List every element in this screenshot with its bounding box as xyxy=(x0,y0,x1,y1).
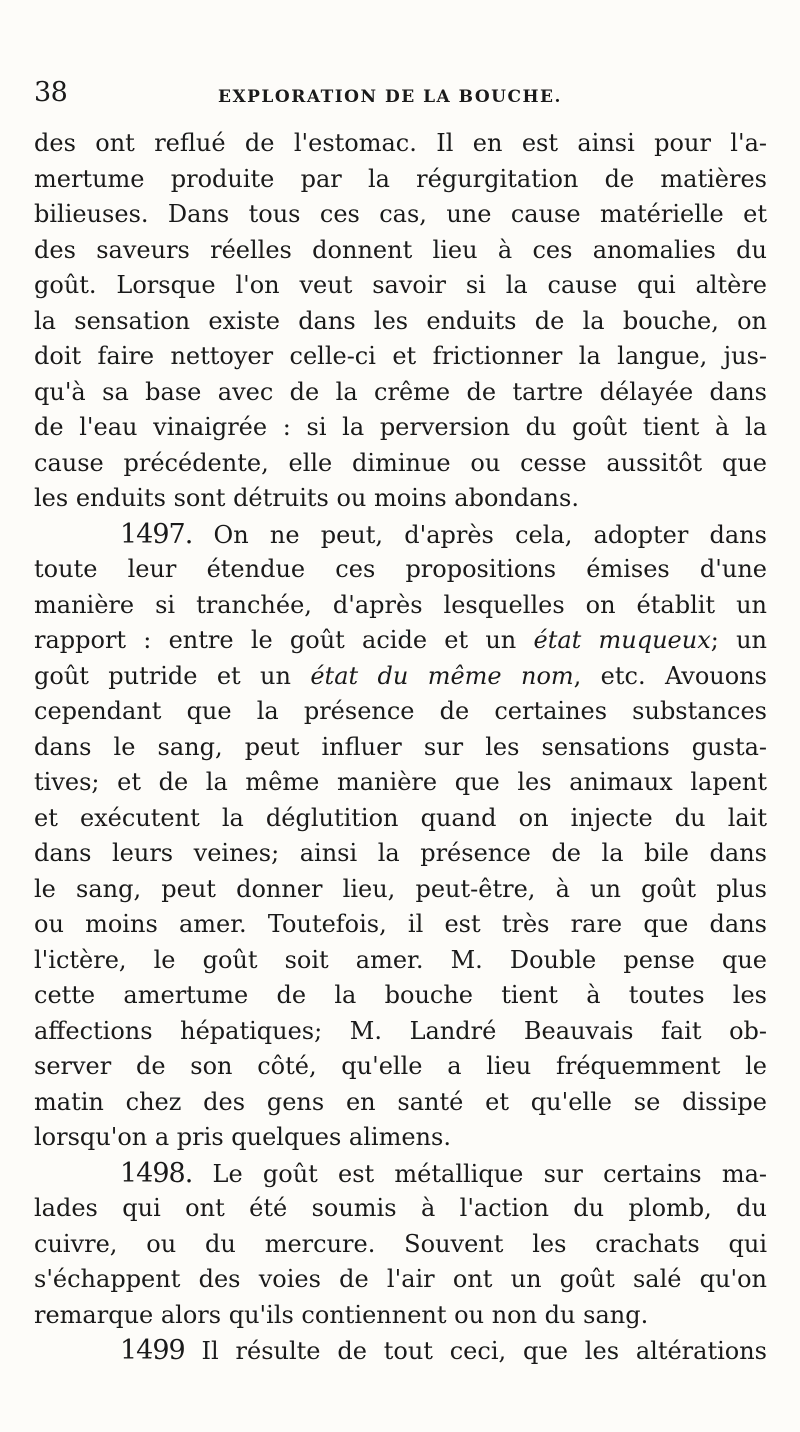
text-line: matin chez des gens en santé et qu'elle se dissipe xyxy=(34,1087,767,1116)
text-line: s'échappent des voies de l'air ont un goût salé qu'on xyxy=(34,1265,767,1293)
paragraph-number: 1497. xyxy=(120,518,193,550)
text-line: cette amertume de la bouche tient à toutes les xyxy=(34,981,767,1009)
text-line: la sensation existe dans les enduits de la bouche, on xyxy=(34,306,767,335)
text-line: et exécutent la déglutition quand on injecte du lait xyxy=(34,803,767,832)
text-line: remarque alors qu'ils contiennent ou non du sang. xyxy=(34,1300,649,1329)
text-line: cause précédente, elle diminue ou cesse aussitôt que xyxy=(34,448,767,477)
text-line: manière si tranchée, d'après lesquelles on établit un xyxy=(34,590,767,619)
text-line: des ont reflué de l'estomac. Il en est ainsi pour l'a- xyxy=(34,129,767,157)
running-head: EXPLORATION DE LA BOUCHE. xyxy=(218,87,562,107)
italic-term: état muqueux xyxy=(533,626,711,654)
text-line: ou moins amer. Toutefois, il est très rare que dans xyxy=(34,910,767,938)
text-line: qu'à sa base avec de la crême de tartre délayée dans xyxy=(34,377,767,406)
text-line: des saveurs réelles donnent lieu à ces anomalies du xyxy=(34,235,767,264)
text-line: tives; et de la même manière que les animaux lapent xyxy=(34,768,767,796)
paragraph-1499-start xyxy=(34,1333,767,1369)
text-line xyxy=(34,623,767,659)
text-line: dans le sang, peut influer sur les sensations gusta- xyxy=(34,732,767,761)
text-line: cuivre, ou du mercure. Souvent les crachats qui xyxy=(34,1229,767,1258)
body-text xyxy=(34,126,767,1369)
text-run: , etc. Avouons xyxy=(573,661,767,690)
text-line: lorsqu'on a pris quelques alimens. xyxy=(34,1123,451,1151)
text-line: l'ictère, le goût soit amer. M. Double pense que xyxy=(34,945,767,974)
text-line: mertume produite par la régurgitation de matières xyxy=(34,164,767,193)
text-line: affections hépatiques; M. Landré Beauvais fait ob- xyxy=(34,1016,767,1045)
paragraph-1498-start xyxy=(34,1156,767,1192)
text-line: doit faire nettoyer celle-ci et frictionner la langue, jus- xyxy=(34,342,767,370)
text-line: lades qui ont été soumis à l'action du plomb, du xyxy=(34,1194,767,1222)
text-line: les enduits sont détruits ou moins abondans. xyxy=(34,484,579,512)
text-line: bilieuses. Dans tous ces cas, une cause matérielle et xyxy=(34,200,767,228)
text-line xyxy=(34,659,767,695)
page-number: 38 xyxy=(34,77,68,108)
text-run: On ne peut, d'après cela, adopter dans xyxy=(213,520,767,549)
text-line: goût. Lorsque l'on veut savoir si la cause qui altère xyxy=(34,271,767,299)
text-line: le sang, peut donner lieu, peut-être, à un goût plus xyxy=(34,874,767,903)
italic-term: état du même nom xyxy=(310,661,574,690)
paragraph-1497-start xyxy=(34,517,767,553)
text-run: goût putride et un xyxy=(34,661,291,690)
page-header xyxy=(34,78,764,118)
text-run: rapport : entre le goût acide et un xyxy=(34,626,517,654)
text-line: dans leurs veines; ainsi la présence de la bile dans xyxy=(34,839,767,867)
paragraph-number: 1498. xyxy=(120,1157,193,1189)
text-run: Le goût est métallique sur certains ma- xyxy=(212,1159,767,1188)
text-line: server de son côté, qu'elle a lieu fréquemment le xyxy=(34,1052,767,1080)
text-line: toute leur étendue ces propositions émises d'une xyxy=(34,555,767,583)
paragraph-number: 1499 xyxy=(120,1335,185,1366)
text-line: de l'eau vinaigrée : si la perversion du goût tient à la xyxy=(34,413,767,441)
text-run: Il résulte de tout ceci, que les altérations xyxy=(201,1337,767,1365)
text-line: cependant que la présence de certaines substances xyxy=(34,697,767,725)
text-run: ; un xyxy=(710,626,767,654)
